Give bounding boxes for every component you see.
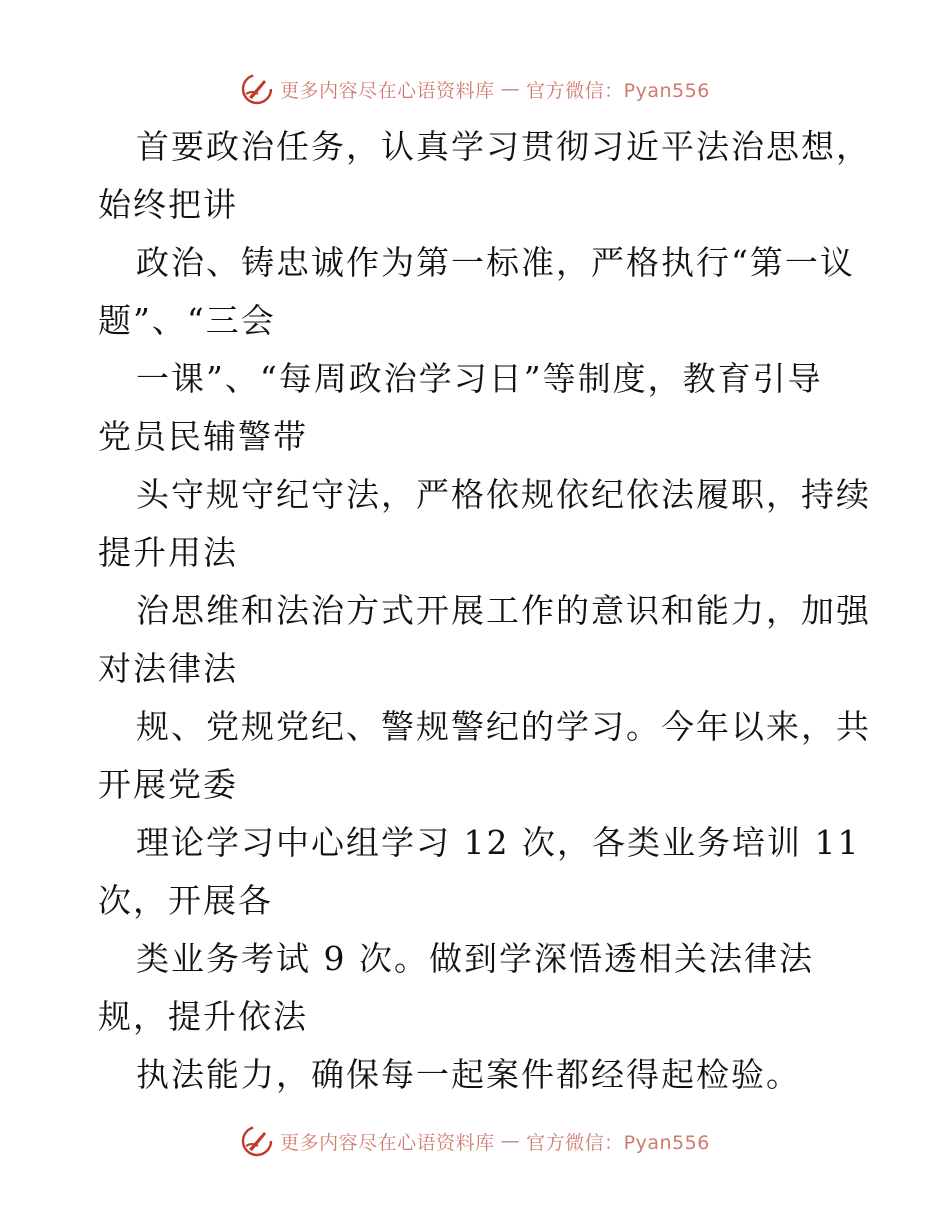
- text-line: 规，提升依法: [98, 997, 308, 1036]
- text-line: 开展党委: [98, 765, 238, 804]
- watermark-text: 更多内容尽在心语资料库: [280, 79, 495, 102]
- text-line: 对法律法: [98, 649, 238, 688]
- body-paragraph: [98, 118, 871, 1104]
- watermark-separator: —: [500, 1130, 521, 1152]
- text-line: 头守规守纪守法，严格依规依纪依法履职，持续: [136, 475, 871, 514]
- text-line: 始终把讲: [98, 185, 238, 224]
- watermark-separator: —: [500, 78, 521, 100]
- text-line: 首要政治任务，认真学习贯彻习近平法治思想，: [136, 127, 871, 166]
- text-line: 一课”、“每周政治学习日”等制度，教育引导: [136, 359, 823, 398]
- text-line: 理论学习中心组学习 12 次，各类业务培训 11: [136, 823, 861, 862]
- text-line: 题”、“三会: [98, 301, 276, 340]
- footer-watermark: [0, 1124, 950, 1158]
- watermark-suffix: 官方微信：Pyan556: [526, 1131, 710, 1154]
- quill-ribbon-logo-icon: [240, 1124, 274, 1158]
- text-line: 党员民辅警带: [98, 417, 308, 456]
- text-line: 次，开展各: [98, 881, 273, 920]
- header-watermark: [0, 72, 950, 106]
- text-line: 政治、铸忠诚作为第一标准，严格执行“第一议: [136, 243, 855, 282]
- watermark-suffix: 官方微信：Pyan556: [526, 79, 710, 102]
- watermark-text: 更多内容尽在心语资料库: [280, 1131, 495, 1154]
- text-line: 规、党规党纪、警规警纪的学习。今年以来，共: [136, 707, 871, 746]
- quill-ribbon-logo-icon: [240, 72, 274, 106]
- text-line: 提升用法: [98, 533, 238, 572]
- text-line: 执法能力，确保每一起案件都经得起检验。: [136, 1055, 801, 1094]
- text-line: 类业务考试 9 次。做到学深悟透相关法律法: [136, 939, 814, 978]
- text-line: 治思维和法治方式开展工作的意识和能力，加强: [136, 591, 871, 630]
